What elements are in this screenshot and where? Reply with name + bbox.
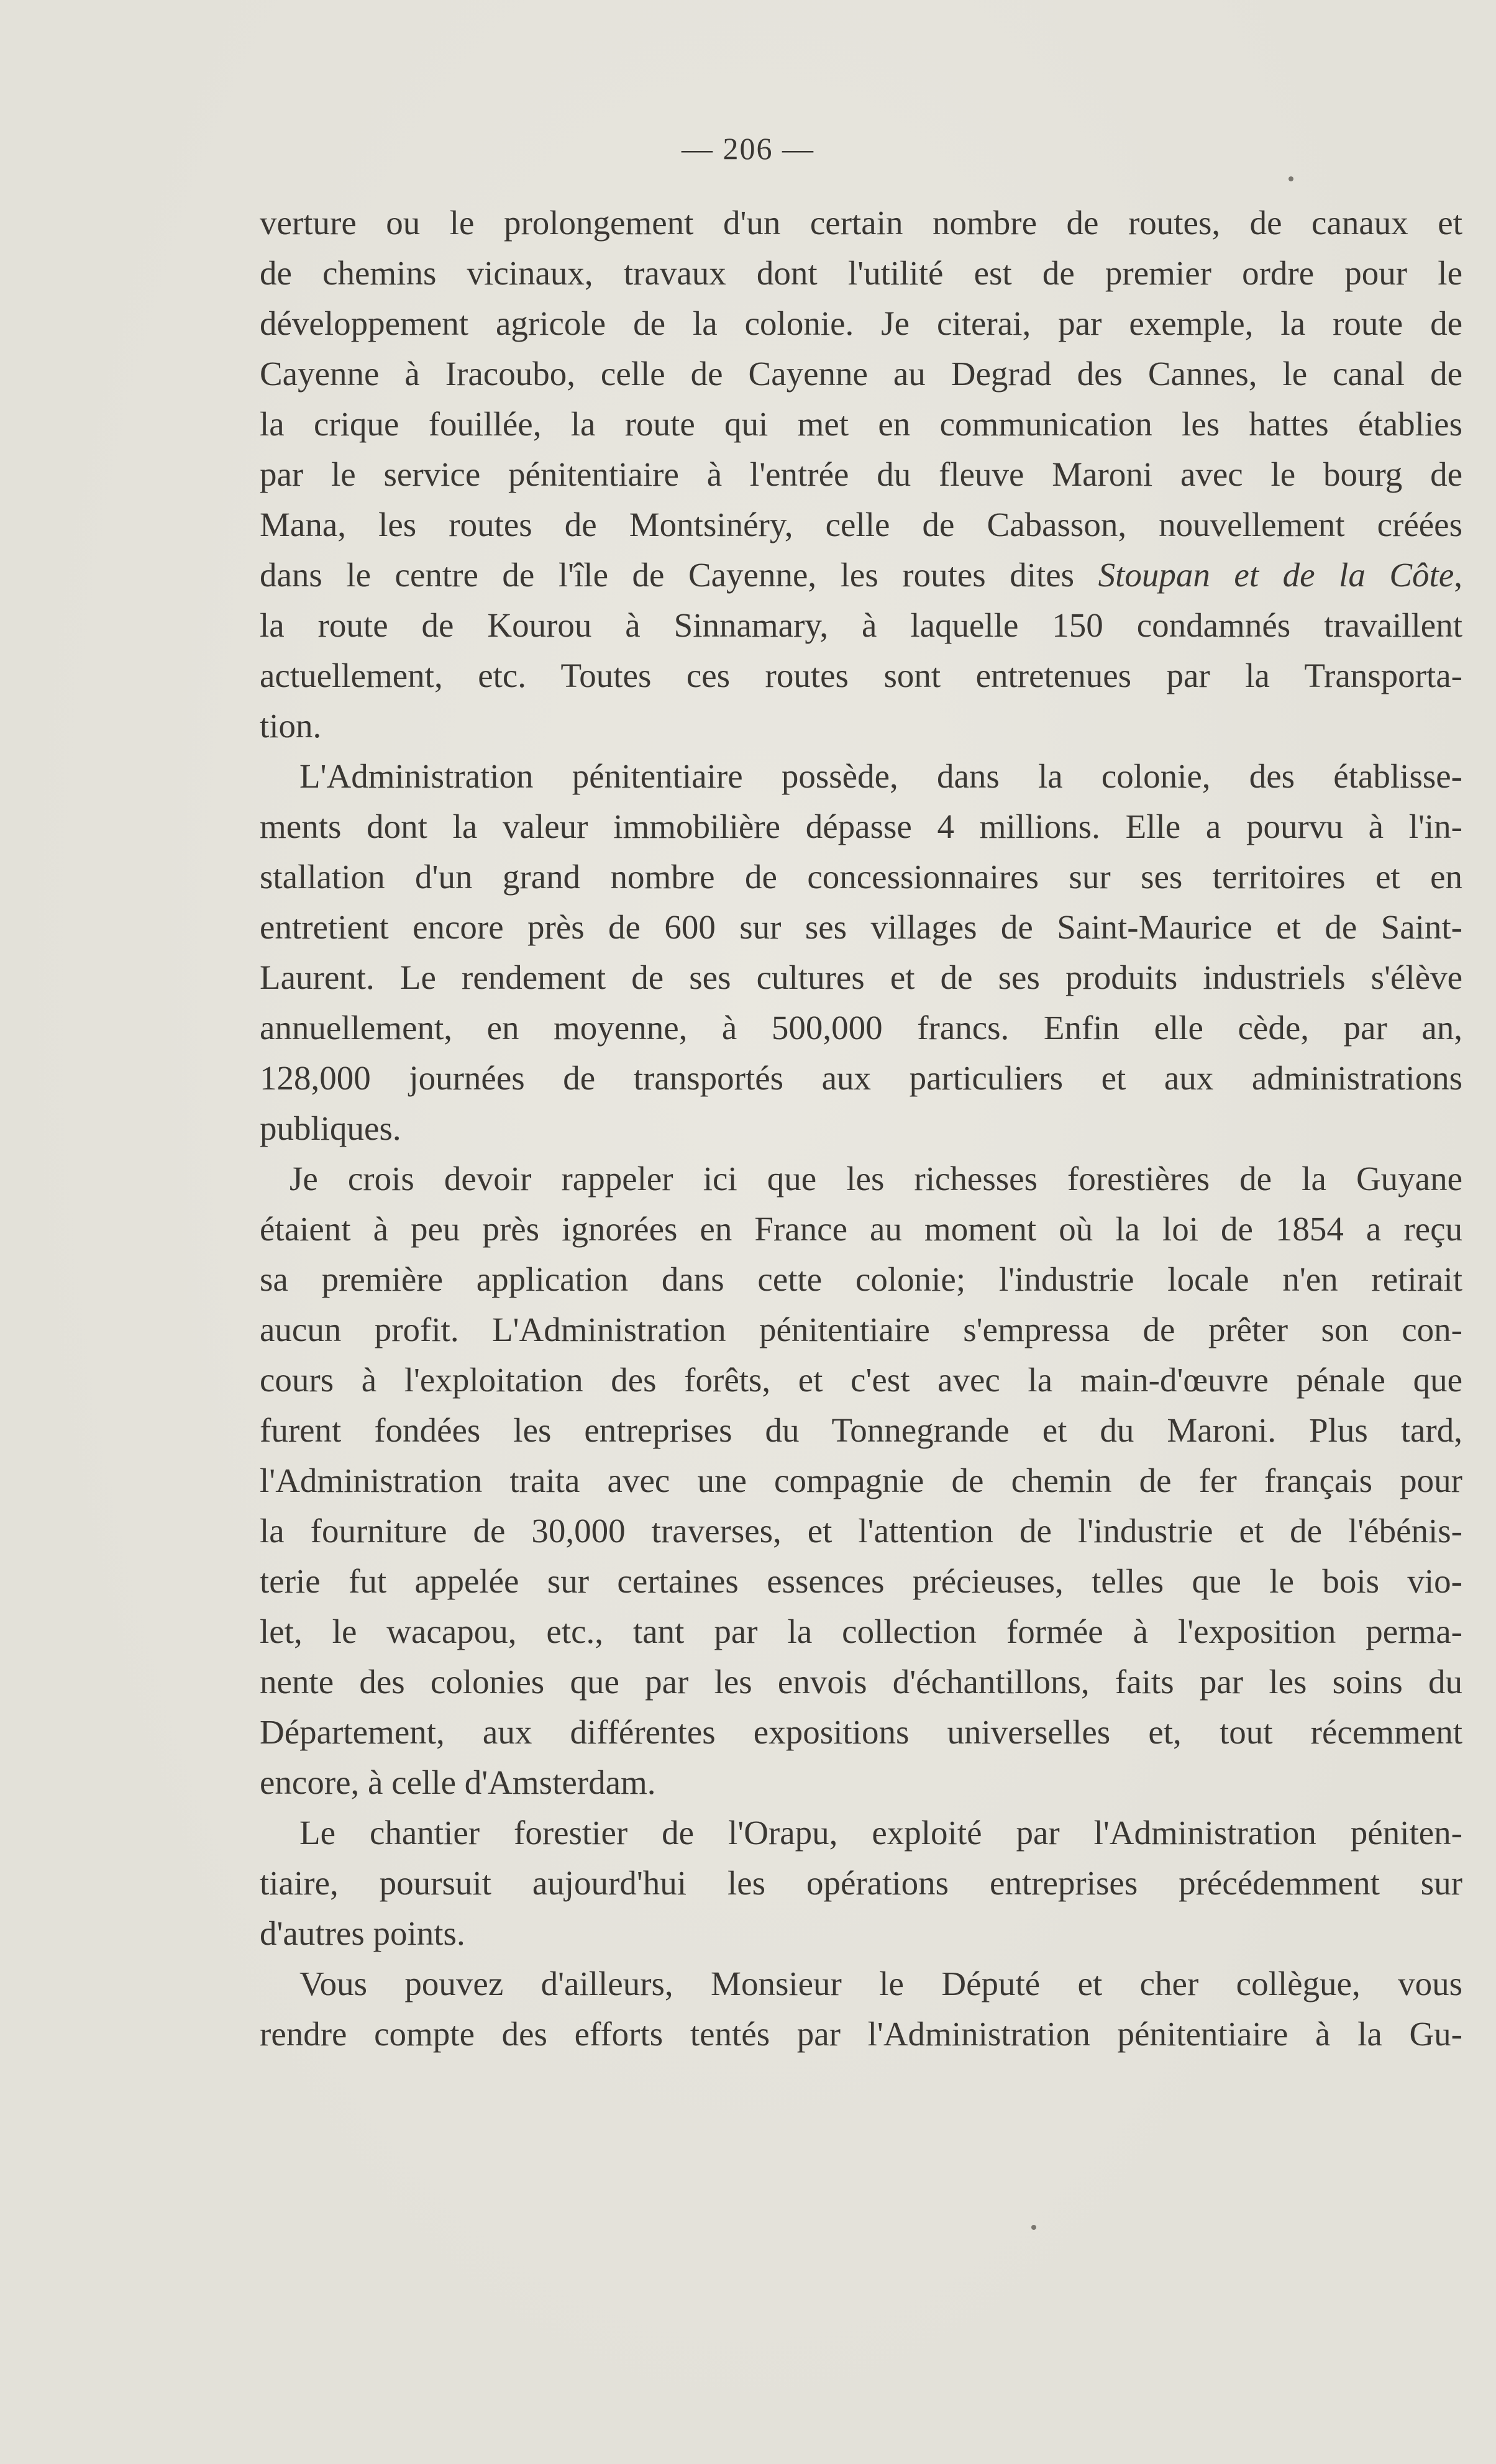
text-line-6: par le service pénitentiaire à l'entrée du fleuve Maroni avec le bourg de	[260, 455, 1462, 493]
text-line-22: sa première application dans cette colonie; l'industrie locale n'en retirait	[260, 1260, 1462, 1298]
text-line-10: actuellement, etc. Toutes ces routes sont entretenues par la Transporta-	[260, 657, 1462, 694]
text-line-5: la crique fouillée, la route qui met en communication les hattes établies	[260, 405, 1462, 443]
text-line-25: furent fondées les entreprises du Tonnegrande et du Maroni. Plus tard,	[260, 1411, 1462, 1449]
body-text	[260, 198, 1462, 2059]
ink-speck	[1288, 176, 1293, 181]
text-line-23: aucun profit. L'Administration pénitentiaire s'empressa de prêter son con-	[260, 1311, 1462, 1348]
italic-route-names: Stoupan et de la Côte	[1098, 556, 1454, 594]
text-line-15: entretient encore près de 600 sur ses villages de Saint-Maurice et de Saint-	[260, 908, 1462, 946]
text-line-35: d'autres points.	[260, 1914, 465, 1952]
text-line-28: terie fut appelée sur certaines essences précieuses, telles que le bois vio-	[260, 1562, 1462, 1600]
text-line-36: Vous pouvez d'ailleurs, Monsieur le Député et cher collègue, vous	[299, 1965, 1462, 2003]
text-line-27: la fourniture de 30,000 traverses, et l'attention de l'industrie et de l'ébénis-	[260, 1512, 1462, 1550]
text-line-24: cours à l'exploitation des forêts, et c'est avec la main-d'œuvre pénale que	[260, 1361, 1462, 1399]
text-line-37: rendre compte des efforts tentés par l'Administration pénitentiaire à la Gu-	[260, 2015, 1462, 2053]
text-line-26: l'Administration traita avec une compagnie de chemin de fer français pour	[260, 1462, 1462, 1499]
text-line-34: tiaire, poursuit aujourd'hui les opérations entreprises précédemment sur	[260, 1864, 1462, 1902]
text-line-12: L'Administration pénitentiaire possède, dans la colonie, des établisse-	[299, 757, 1462, 795]
text-line-7: Mana, les routes de Montsinéry, celle de Cabasson, nouvellement créées	[260, 506, 1462, 543]
text-line-8-start: dans le centre de l'île de Cayenne, les routes dites	[260, 556, 1098, 594]
text-line-19: publiques.	[260, 1109, 401, 1147]
text-line-18: 128,000 journées de transportés aux particuliers et aux administrations	[260, 1059, 1462, 1097]
text-line-9: la route de Kourou à Sinnamary, à laquelle 150 condamnés travaillent	[260, 606, 1462, 644]
text-line-2: de chemins vicinaux, travaux dont l'utilité est de premier ordre pour le	[260, 254, 1462, 292]
text-line-30: nente des colonies que par les envois d'échantillons, faits par les soins du	[260, 1663, 1462, 1701]
text-line-4: Cayenne à Iracoubo, celle de Cayenne au Degrad des Cannes, le canal de	[260, 355, 1462, 393]
text-line-29: let, le wacapou, etc., tant par la collection formée à l'exposition perma-	[260, 1612, 1462, 1650]
text-line-17: annuellement, en moyenne, à 500,000 francs. Enfin elle cède, par an,	[260, 1009, 1462, 1047]
text-line-32: encore, à celle d'Amsterdam.	[260, 1763, 656, 1801]
text-line-14: stallation d'un grand nombre de concessionnaires sur ses territoires et en	[260, 858, 1462, 896]
ink-speck	[1031, 2225, 1036, 2230]
text-line-33: Le chantier forestier de l'Orapu, exploité par l'Administration péniten-	[299, 1814, 1462, 1852]
text-line-8-end: ,	[1454, 556, 1462, 594]
page-number: — 206 —	[682, 131, 814, 166]
text-line-31: Département, aux différentes expositions universelles et, tout récemment	[260, 1713, 1462, 1751]
text-line-3: développement agricole de la colonie. Je citerai, par exemple, la route de	[260, 304, 1462, 342]
text-line-8	[260, 550, 1462, 600]
text-line-21: étaient à peu près ignorées en France au moment où la loi de 1854 a reçu	[260, 1210, 1462, 1248]
text-line-11: tion.	[260, 707, 322, 745]
text-line-13: ments dont la valeur immobilière dépasse 4 millions. Elle a pourvu à l'in-	[260, 807, 1462, 845]
text-line-16: Laurent. Le rendement de ses cultures et de ses produits industriels s'élève	[260, 958, 1462, 996]
text-line-20: Je crois devoir rappeler ici que les richesses forestières de la Guyane	[290, 1160, 1462, 1198]
text-line-1: verture ou le prolongement d'un certain nombre de routes, de canaux et	[260, 204, 1462, 242]
